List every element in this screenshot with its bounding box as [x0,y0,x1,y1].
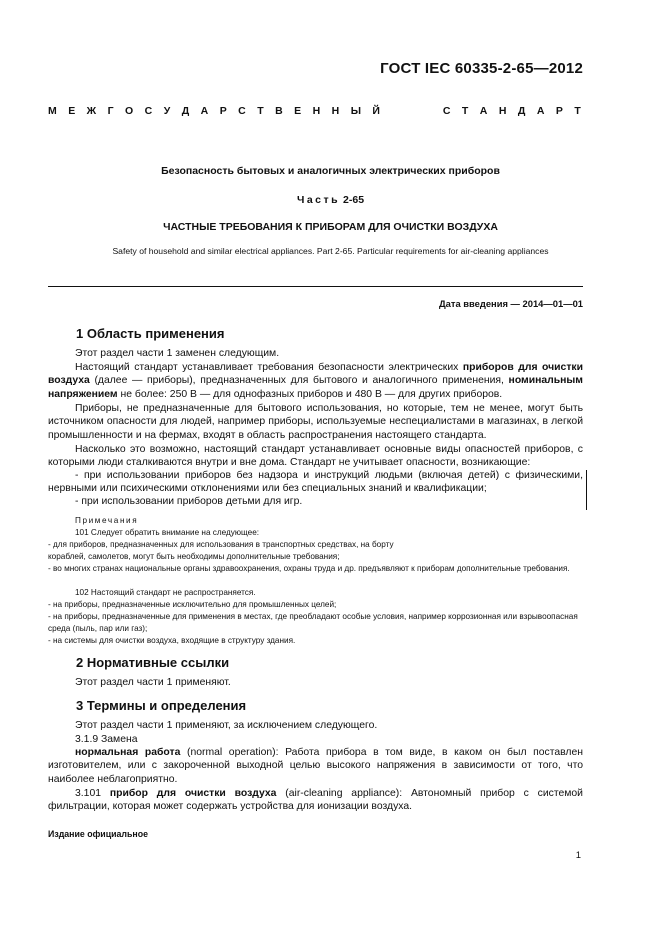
banner-letter: С [238,105,246,117]
banner-letter: Т [574,105,581,117]
section-1-paragraph-1: Этот раздел части 1 заменен следующим. [75,348,280,359]
banner-letter: С [442,105,451,117]
part-label [0,194,661,206]
note-101: 101 Следует обратить внимание на следующее: [75,528,260,537]
note-101-b: кораблей, самолетов, могут быть необходимы дополнительные требования; [48,552,340,561]
document-title-ru: Безопасность бытовых и аналогичных электрических приборов [161,165,500,177]
banner-gap [391,105,431,117]
banner-letter: Р [555,105,563,117]
banner-letter: Н [498,105,507,117]
section-1-bullet-1: - при использовании приборов без надзора и инструкций людьми (включая детей) с физическими, нервными или психическими отклонениями или без специальных знаний и квалификации; [48,470,583,495]
banner-letter: Д [181,105,190,117]
note-102-a: - на приборы, предназначенные исключительно для промышленных целей; [48,600,337,609]
note-102-b: - на приборы, предназначенные для применения в местах, где преобладают особые условия, например коррозионная или взрывоопасная среда (пыль, пар или газ); [48,612,578,634]
page-number: 1 [575,850,581,861]
banner-letter: В [275,105,283,117]
section-1-heading: 1 Область применения [76,326,225,341]
banner-letter: Г [107,105,114,117]
header-divider [48,286,583,287]
official-edition: Издание официальное [48,829,148,839]
section-1-paragraph-4: Насколько это возможно, настоящий стандарт устанавливает основные виды опасностей приборов, с которыми люди сталкиваются внутри и вне дома. Стандарт не учитывает опасности, возникающие: [48,444,583,469]
section-2-heading: 2 Нормативные ссылки [76,655,230,670]
banner-letter: А [479,105,488,117]
banner-letter: Н [312,105,321,117]
banner-letter: О [125,105,134,117]
note-102: 102 Настоящий стандарт не распространяется. [75,588,256,597]
notes-label: Примечания [75,516,139,525]
effective-date: Дата введения — 2014—01—01 [438,298,583,309]
section-3-air-cleaning-appliance: 3.101 прибор для очистки воздуха (air-cleaning appliance): Автономный прибор с системой фильтрации, которая может содержать устройства для ионизации воздуха. [48,788,583,813]
document-subtitle-ru: ЧАСТНЫЕ ТРЕБОВАНИЯ К ПРИБОРАМ ДЛЯ ОЧИСТКИ ВОЗДУХА [163,221,498,233]
banner-letter: А [536,105,545,117]
banner-letter: Ж [86,105,97,117]
banner-letter: У [163,105,171,117]
banner-letter: Е [68,105,76,117]
revision-bar [586,470,587,510]
standard-code: ГОСТ IEC 60335-2-65—2012 [380,60,583,77]
note-101-c: - во многих странах национальные органы здравоохранения, охраны труда и др. предъявляют к приборам дополнительные требования. [48,564,570,573]
banner-letter: Н [331,105,340,117]
interstate-standard-banner [48,105,581,117]
banner-letter: Д [517,105,526,117]
part-word: Часть [296,194,341,206]
section-3-clause-3-1-9: 3.1.9 Замена [75,734,138,745]
section-3-paragraph-1: Этот раздел части 1 применяют, за исключением следующего. [75,720,378,731]
banner-letter: Т [461,105,469,117]
section-3-normal-operation: нормальная работа (normal operation): Работа прибора в том виде, в каком он был поставлен изготовителем, или с закороченной выходной целью высокого напряжения в зависимости от того, что наиболее неблагоприятно. [48,747,583,785]
banner-letter: М [48,105,57,117]
banner-letter: А [200,105,209,117]
document-title-en: Safety of household and similar electrical appliances. Part 2-65. Particular requirements for air-cleaning appliances [112,246,549,256]
section-1-paragraph-2: Настоящий стандарт устанавливает требования безопасности электрических приборов для очистки воздуха (далее — приборы), предназначенных для бытового и аналогичного применения, номинальным напряжением не более: 250 В — для однофазных приборов и 480 В — для других приборов. [48,362,583,400]
note-102-c: - на системы для очистки воздуха, входящие в структуру здания. [48,636,296,645]
banner-letter: Е [294,105,302,117]
banner-letter: Т [257,105,264,117]
section-1-paragraph-3: Приборы, не предназначенные для бытового использования, но которые, тем не менее, могут быть источником опасности для людей, например приборы, используемые неспециалистами в магазинах, в легкой промышленности и на фермах, входят в область распространения настоящего стандарта. [48,403,583,441]
banner-letter: С [144,105,153,117]
section-2-paragraph-1: Этот раздел части 1 применяют. [75,677,231,688]
banner-letter: Р [219,105,227,117]
section-3-heading: 3 Термины и определения [76,698,247,713]
banner-letter: Ы [350,105,361,117]
banner-letter: Й [372,105,380,117]
section-1-bullet-2: - при использовании приборов детьми для игр. [75,496,303,507]
note-101-a: - для приборов, предназначенных для использования в транспортных средствах, на борту [48,540,394,549]
part-number: 2-65 [343,194,365,206]
